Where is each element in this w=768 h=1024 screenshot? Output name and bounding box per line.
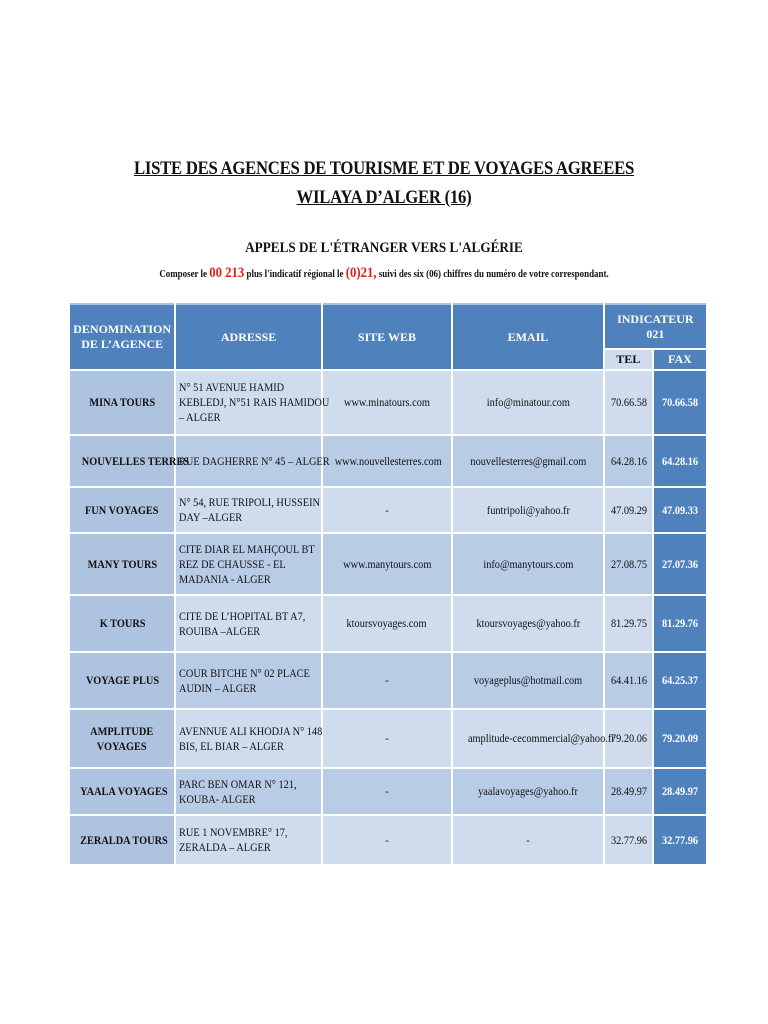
agency-website[interactable]: - bbox=[323, 488, 451, 532]
agency-name: K TOURS bbox=[70, 596, 174, 651]
agency-name: FUN VOYAGES bbox=[70, 488, 174, 532]
agency-fax: 64.25.37 bbox=[654, 653, 706, 708]
agency-address: RUE 1 NOVEMBRE° 17, ZERALDA – ALGER bbox=[176, 816, 320, 864]
column-header-name: DENOMINATION DE L’AGENCE bbox=[70, 303, 174, 369]
column-header-address: ADRESSE bbox=[176, 303, 320, 369]
agency-fax: 47.09.33 bbox=[654, 488, 706, 532]
column-header-indicator: INDICATEUR 021 bbox=[605, 303, 706, 348]
agency-email[interactable]: info@minatour.com bbox=[453, 371, 602, 434]
agency-tel: 79.20.06 bbox=[605, 710, 652, 767]
agency-fax: 27.07.36 bbox=[654, 534, 706, 594]
agencies-table bbox=[68, 301, 708, 866]
agency-website[interactable]: www.manytours.com bbox=[323, 534, 451, 594]
agency-name: MINA TOURS bbox=[70, 371, 174, 434]
agency-address: CITE DE L’HOPITAL BT A7, ROUIBA –ALGER bbox=[176, 596, 320, 651]
agency-website[interactable]: - bbox=[323, 816, 451, 864]
agency-tel: 28.49.97 bbox=[605, 769, 652, 814]
agency-fax: 70.66.58 bbox=[654, 371, 706, 434]
table-row bbox=[70, 488, 706, 532]
agency-address: N° 54, RUE TRIPOLI, HUSSEIN DAY –ALGER bbox=[176, 488, 320, 532]
agency-email[interactable]: yaalavoyages@yahoo.fr bbox=[453, 769, 602, 814]
agency-website[interactable]: ktoursvoyages.com bbox=[323, 596, 451, 651]
column-header-email: EMAIL bbox=[453, 303, 602, 369]
agency-website[interactable]: www.nouvellesterres.com bbox=[323, 436, 451, 486]
agency-website[interactable]: www.minatours.com bbox=[323, 371, 451, 434]
agency-email[interactable]: nouvellesterres@gmail.com bbox=[453, 436, 602, 486]
agency-name: ZERALDA TOURS bbox=[70, 816, 174, 864]
agency-tel: 64.41.16 bbox=[605, 653, 652, 708]
column-header-website: SITE WEB bbox=[323, 303, 451, 369]
agency-email[interactable]: info@manytours.com bbox=[453, 534, 602, 594]
table-row bbox=[70, 816, 706, 864]
agency-tel: 81.29.75 bbox=[605, 596, 652, 651]
agency-website[interactable]: - bbox=[323, 769, 451, 814]
table-row bbox=[70, 436, 706, 486]
table-row bbox=[70, 653, 706, 708]
agency-address: CITE DIAR EL MAHÇOUL BT REZ DE CHAUSSE - EL MADANIA - ALGER bbox=[176, 534, 320, 594]
agency-fax: 28.49.97 bbox=[654, 769, 706, 814]
agency-website[interactable]: - bbox=[323, 653, 451, 708]
agency-tel: 32.77.96 bbox=[605, 816, 652, 864]
agency-tel: 70.66.58 bbox=[605, 371, 652, 434]
table-row bbox=[70, 596, 706, 651]
agency-website[interactable]: - bbox=[323, 710, 451, 767]
column-header-fax: FAX bbox=[654, 350, 706, 369]
agency-fax: 79.20.09 bbox=[654, 710, 706, 767]
agency-address: RUE DAGHERRE N° 45 – ALGER bbox=[176, 436, 320, 486]
agency-address: AVENNUE ALI KHODJA N° 148 BIS, EL BIAR – ALGER bbox=[176, 710, 320, 767]
agency-name: AMPLITUDE VOYAGES bbox=[70, 710, 174, 767]
agency-email[interactable]: ktoursvoyages@yahoo.fr bbox=[453, 596, 602, 651]
agency-fax: 32.77.96 bbox=[654, 816, 706, 864]
table-row bbox=[70, 371, 706, 434]
agency-email[interactable]: - bbox=[453, 816, 602, 864]
agency-email[interactable]: funtripoli@yahoo.fr bbox=[453, 488, 602, 532]
agency-tel: 64.28.16 bbox=[605, 436, 652, 486]
agency-email[interactable]: amplitude-cecommercial@yahoo.fr bbox=[453, 710, 602, 767]
country-code: 00 213 bbox=[209, 265, 245, 281]
calls-from-abroad-heading: APPELS DE L'ÉTRANGER VERS L'ALGÉRIE bbox=[245, 240, 523, 256]
agency-tel: 27.08.75 bbox=[605, 534, 652, 594]
dial-post-text: suivi des six (06) chiffres du numéro de votre correspondant. bbox=[376, 269, 609, 280]
dial-mid-text: plus l'indicatif régional le bbox=[244, 269, 346, 280]
dial-pre-text: Composer le bbox=[159, 269, 210, 280]
agency-name: VOYAGE PLUS bbox=[70, 653, 174, 708]
document-subtitle-wilaya: WILAYA D’ALGER (16) bbox=[296, 187, 472, 208]
agency-address: N° 51 AVENUE HAMID KEBLEDJ, N°51 RAIS HAMIDOU – ALGER bbox=[176, 371, 320, 434]
agency-fax: 64.28.16 bbox=[654, 436, 706, 486]
table-row bbox=[70, 769, 706, 814]
agency-fax: 81.29.76 bbox=[654, 596, 706, 651]
agency-address: COUR BITCHE N° 02 PLACE AUDIN – ALGER bbox=[176, 653, 320, 708]
table-row bbox=[70, 710, 706, 767]
table-row bbox=[70, 534, 706, 594]
agency-name: YAALA VOYAGES bbox=[70, 769, 174, 814]
regional-code: (0)21, bbox=[345, 265, 377, 281]
agency-name: MANY TOURS bbox=[70, 534, 174, 594]
agency-tel: 47.09.29 bbox=[605, 488, 652, 532]
agency-name: NOUVELLES TERRES bbox=[70, 436, 174, 486]
document-title: LISTE DES AGENCES DE TOURISME ET DE VOYAGES AGREEES bbox=[133, 158, 635, 179]
agency-email[interactable]: voyageplus@hotmail.com bbox=[453, 653, 602, 708]
dialing-instructions bbox=[58, 265, 711, 282]
agency-address: PARC BEN OMAR N° 121, KOUBA- ALGER bbox=[176, 769, 320, 814]
column-header-tel: TEL bbox=[605, 350, 652, 369]
